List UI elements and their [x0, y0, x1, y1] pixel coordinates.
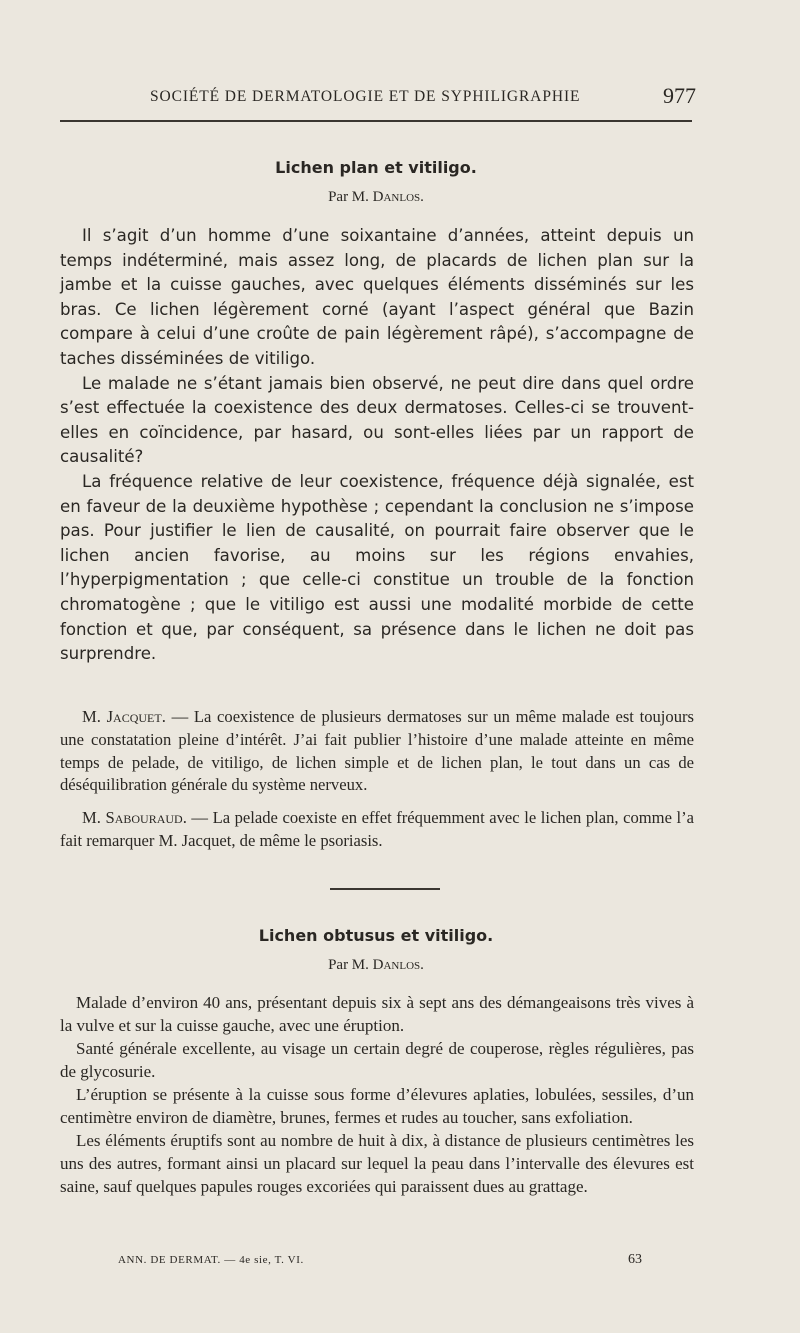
- discussion-entry: [60, 706, 694, 797]
- byline-prefix: Par M.: [328, 957, 369, 973]
- discussion-entry: [60, 807, 694, 853]
- article-1-body: [60, 224, 694, 667]
- paragraph: Il s’agit d’un homme d’une soixantaine d’années, atteint depuis un temps indéterminé, mais assez long, de placards de lichen plan sur la jambe et la cuisse gauches, avec quelques éléments disséminés sur les bras. Ce lichen légèrement corné (ayant l’aspect général que Bazin compare à celui d’une croûte de pain légèrement râpé), s’accompagne de taches disséminées de vitiligo.: [60, 226, 694, 368]
- running-head: [150, 84, 698, 112]
- paragraph: Le malade ne s’étant jamais bien observé, ne peut dire dans quel ordre s’est effectuée la coexistence des deux dermatoses. Celles-ci se trouvent-elles en coïncidence, par hasard, ou sont-elles liées par un rapport de causalité?: [60, 373, 694, 467]
- byline-author: Danlos.: [372, 957, 424, 973]
- article-1-title: Lichen plan et vitiligo.: [275, 158, 477, 177]
- article-1-byline: [60, 189, 692, 206]
- paragraph: L’éruption se présente à la cuisse sous forme d’élevures aplaties, lobulées, sessiles, d’un centimètre environ de diamètre, brunes, fermes et rudes au toucher, sans exfoliation.: [60, 1085, 694, 1127]
- article-2-body: [60, 991, 694, 1198]
- signature-number: 63: [628, 1252, 642, 1267]
- paragraph: La fréquence relative de leur coexistence, fréquence déjà signalée, est en faveur de la deuxième hypothèse ; cependant la conclusion ne s’impose pas. Pour justifier le lien de causalité, on pourrait faire observer que le lichen ancien favorise, au moins sur les régions envahies, l’hyperpigmentation ; que celle-ci constitue un trouble de la fonction chromatogène ; que le vitiligo est aussi une modalité morbide de cette fonction et que, par conséquent, sa présence dans le lichen ne doit pas surprendre.: [60, 471, 694, 664]
- speaker-name: Jacquet.: [106, 707, 166, 726]
- remark: — La pelade coexiste en effet fréquemment avec le lichen plan, comme l’a fait remarquer M. Jacquet, de même le psoriasis.: [60, 808, 695, 850]
- running-title: SOCIÉTÉ DE DERMATOLOGIE ET DE SYPHILIGRAPHIE: [150, 88, 581, 105]
- article-2-title: Lichen obtusus et vitiligo.: [258, 926, 494, 945]
- article-2-byline: [60, 957, 692, 974]
- remark: — La coexistence de plusieurs dermatoses sur un même malade est toujours une constatation pleine d’intérêt. J’ai fait publier l’histoire d’une malade atteinte en même temps de pelade, de vitiligo, de lichen simple et de lichen plan, le tout dans un cas de déséquilibration générale du système nerveux.: [60, 707, 694, 795]
- speaker-name: Sabouraud.: [105, 808, 187, 828]
- discussion: [60, 706, 694, 863]
- page-footer: [118, 1252, 642, 1272]
- speaker-prefix: M.: [82, 808, 101, 828]
- byline-prefix: Par M.: [328, 189, 369, 205]
- volume-reference: ANN. DE DERMAT. — 4e sie, T. VI.: [118, 1254, 304, 1266]
- header-rule: [60, 120, 692, 122]
- paragraph: Malade d’environ 40 ans, présentant depuis six à sept ans des démangeaisons très vives à la vulve et sur la cuisse gauche, avec une éruption.: [60, 993, 694, 1035]
- page-number: 977: [663, 83, 696, 108]
- speaker-prefix: M.: [82, 707, 101, 726]
- byline-author: Danlos.: [372, 189, 424, 205]
- section-separator: [330, 888, 440, 890]
- paragraph: Santé générale excellente, au visage un certain degré de couperose, règles régulières, pas de glycosurie.: [60, 1039, 694, 1081]
- paragraph: Les éléments éruptifs sont au nombre de huit à dix, à distance de plusieurs centimètres les uns des autres, formant ainsi un placard sur lequel la peau dans l’intervalle des élevures est saine, sauf quelques papules rouges excoriées qui paraissent dues au grattage.: [60, 1131, 694, 1196]
